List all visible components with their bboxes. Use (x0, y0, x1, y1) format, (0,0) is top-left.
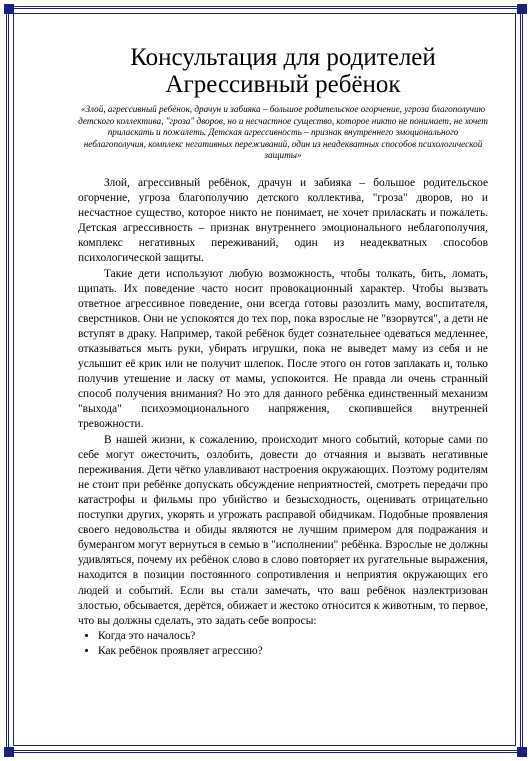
paragraph: Злой, агрессивный ребёнок, драчун и забияка – большое родительское огорчение, угроза благополучию детского коллектива, "гроза" дворов, но и несчастное существо, которое никто не понимает, не хочет приласкать и пожалеть. Детская агрессивность – признак внутреннего эмоционального неблагополучия, комплекс негативных переживаний, один из неадекватных способов психологической защиты. (78, 176, 488, 265)
epigraph: «Злой, агрессивный ребёнок, драчун и забияка – большое родительское огорчение, угроза благополучию детского коллектива, "гроза" дворов, но и несчастное существо, которое никто не понимает, не хочет приласкать и пожалеть. Детская агрессивность – признак внутреннего эмоционального неблагополучия, комплекс негативных переживаний, один из неадекватных способов психологической защиты» (78, 104, 488, 161)
document-title (78, 44, 488, 98)
document-content (78, 44, 488, 659)
title-line-2: Агрессивный ребёнок (165, 71, 401, 98)
paragraph: Такие дети используют любую возможность, чтобы толкать, бить, ломать, щипать. Их поведение часто носит провокационный характер. Чтобы вызвать ответное агрессивное поведение, они всегда готовы разозлить маму, воспитателя, сверстников. Они не успокоятся до тех пор, пока взрослые не "взорвутся", а дети не вступят в драку. Например, такой ребёнок будет сознательнее одеваться медленнее, отказываться мыть руки, убирать игрушки, пока не выведет маму из себя и не услышит её крик или не получит шлепок. После этого он готов заплакать и, только получив утешение и ласку от мамы, успокоится. Не правда ли очень странный способ получения внимания? Но это для данного ребёнка единственный механизм "выхода" психоэмоционального напряжения, скопившейся внутренней тревожности. (78, 267, 488, 431)
corner-ornament (517, 747, 527, 757)
list-item: • Когда это началось? (98, 629, 488, 644)
corner-ornament (517, 4, 527, 14)
list-item: • Как ребёнок проявляет агрессию? (98, 644, 488, 659)
paragraph: В нашей жизни, к сожалению, происходит много событий, которые сами по себе могут ожесточить, озлобить, довести до отчаяния и вызвать негативные переживания. Дети чётко улавливают настроения окружающих. Поэтому родителям не стоит при ребёнке допускать обсуждение неприятностей, смотреть передачи про катастрофы и фильмы про убийство и безысходность, оценивать отрицательно поступки других, укорять и угрожать расправой обидчикам. Подобные проявления своего недовольства и обиды являются не лучшим примером для подражания и бумерангом могут вернуться в семью в "исполнении" ребёнка. Взрослые не должны удивляться, почему их ребёнок слово в слово повторяет их ругательные выражения, находится в позиции постоянного сопротивления и неприятия окружающих его людей и событий. Если вы стали замечать, что ваш ребёнок наэлектризован злостью, обсывается, дерётся, обижает и жестоко относится к животным, то первое, что вы должны сделать, это задать себе вопросы: (78, 433, 488, 627)
corner-ornament (4, 4, 14, 14)
title-line-1: Консультация для родителей (130, 44, 436, 71)
questions-list (78, 629, 488, 659)
corner-ornament (4, 747, 14, 757)
article-body (78, 176, 488, 659)
